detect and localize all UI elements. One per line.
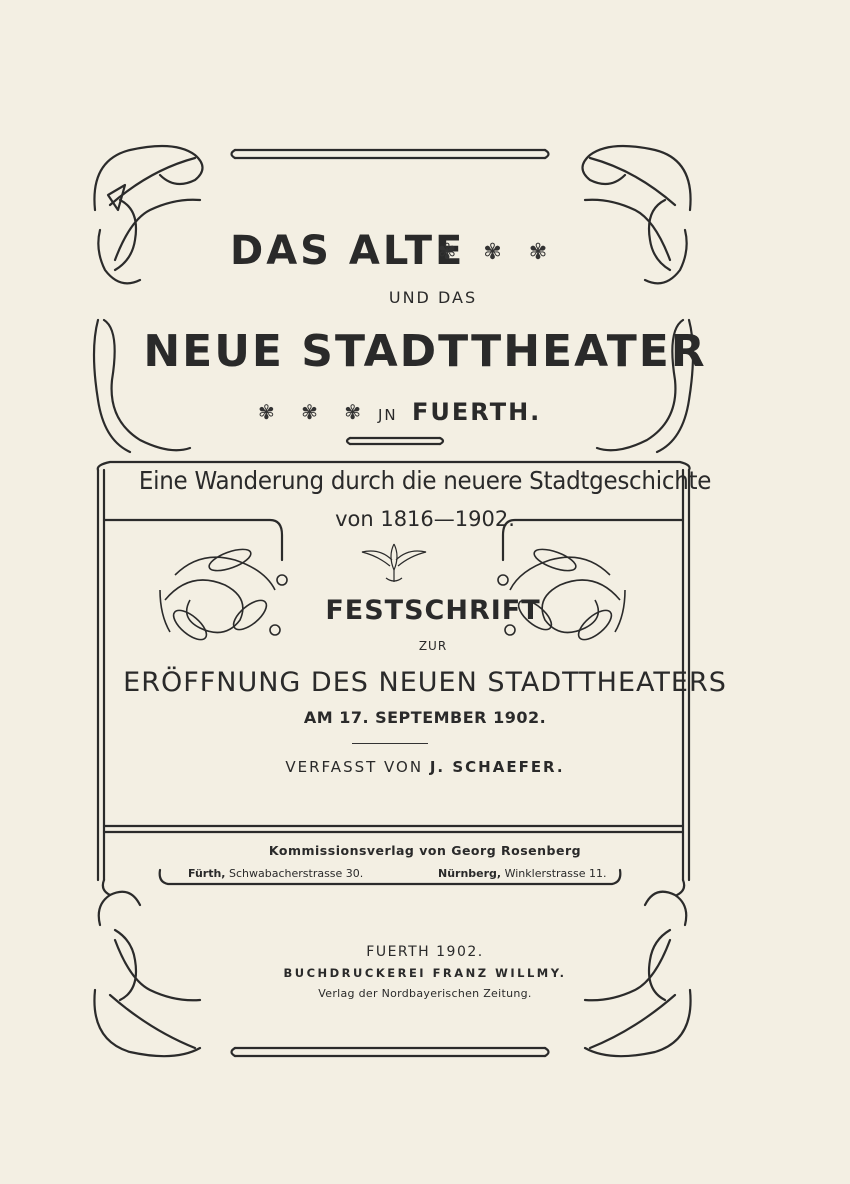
title-connector: UND DAS	[388, 288, 478, 307]
author-prefix: VERFASST VON	[285, 758, 424, 776]
star-ornaments-bottom: ✾ ✾ ✾	[258, 400, 371, 424]
title-line-1: DAS ALTE	[230, 228, 466, 274]
author-name: J. SCHAEFER.	[429, 758, 565, 776]
title-in-prefix: JN	[378, 406, 398, 424]
title-city-name: FUERTH.	[412, 398, 542, 426]
festschrift-heading: FESTSCHRIFT	[325, 595, 541, 626]
title-line-2: NEUE STADTTHEATER	[143, 326, 707, 377]
divider-rule	[352, 743, 428, 744]
publisher-furth	[188, 867, 363, 880]
nurnberg-address: Winklerstrasse 11.	[504, 867, 607, 880]
furth-address: Schwabacherstrasse 30.	[229, 867, 364, 880]
festschrift-occasion: ERÖFFNUNG DES NEUEN STADTTHEATERS	[123, 667, 727, 698]
subtitle-line-2: von 1816—1902.	[335, 507, 515, 531]
furth-city: Fürth,	[188, 867, 226, 880]
festschrift-date: AM 17. SEPTEMBER 1902.	[303, 708, 547, 727]
imprint-printer: BUCHDRUCKEREI FRANZ WILLMY.	[283, 966, 567, 980]
imprint-verlag: Verlag der Nordbayerischen Zeitung.	[318, 987, 532, 1000]
star-ornaments-top: ✾ ✾ ✾	[438, 240, 558, 265]
title-city	[378, 398, 541, 426]
imprint-year: FUERTH 1902.	[366, 944, 484, 960]
festschrift-zur: ZUR	[418, 639, 448, 653]
nurnberg-city: Nürnberg,	[438, 867, 502, 880]
subtitle-line-1: Eine Wanderung durch die neuere Stadtgeschichte	[138, 466, 712, 495]
author-line	[0, 758, 850, 776]
publisher-nurnberg	[438, 867, 607, 880]
publisher-line: Kommissionsverlag von Georg Rosenberg	[268, 843, 582, 858]
